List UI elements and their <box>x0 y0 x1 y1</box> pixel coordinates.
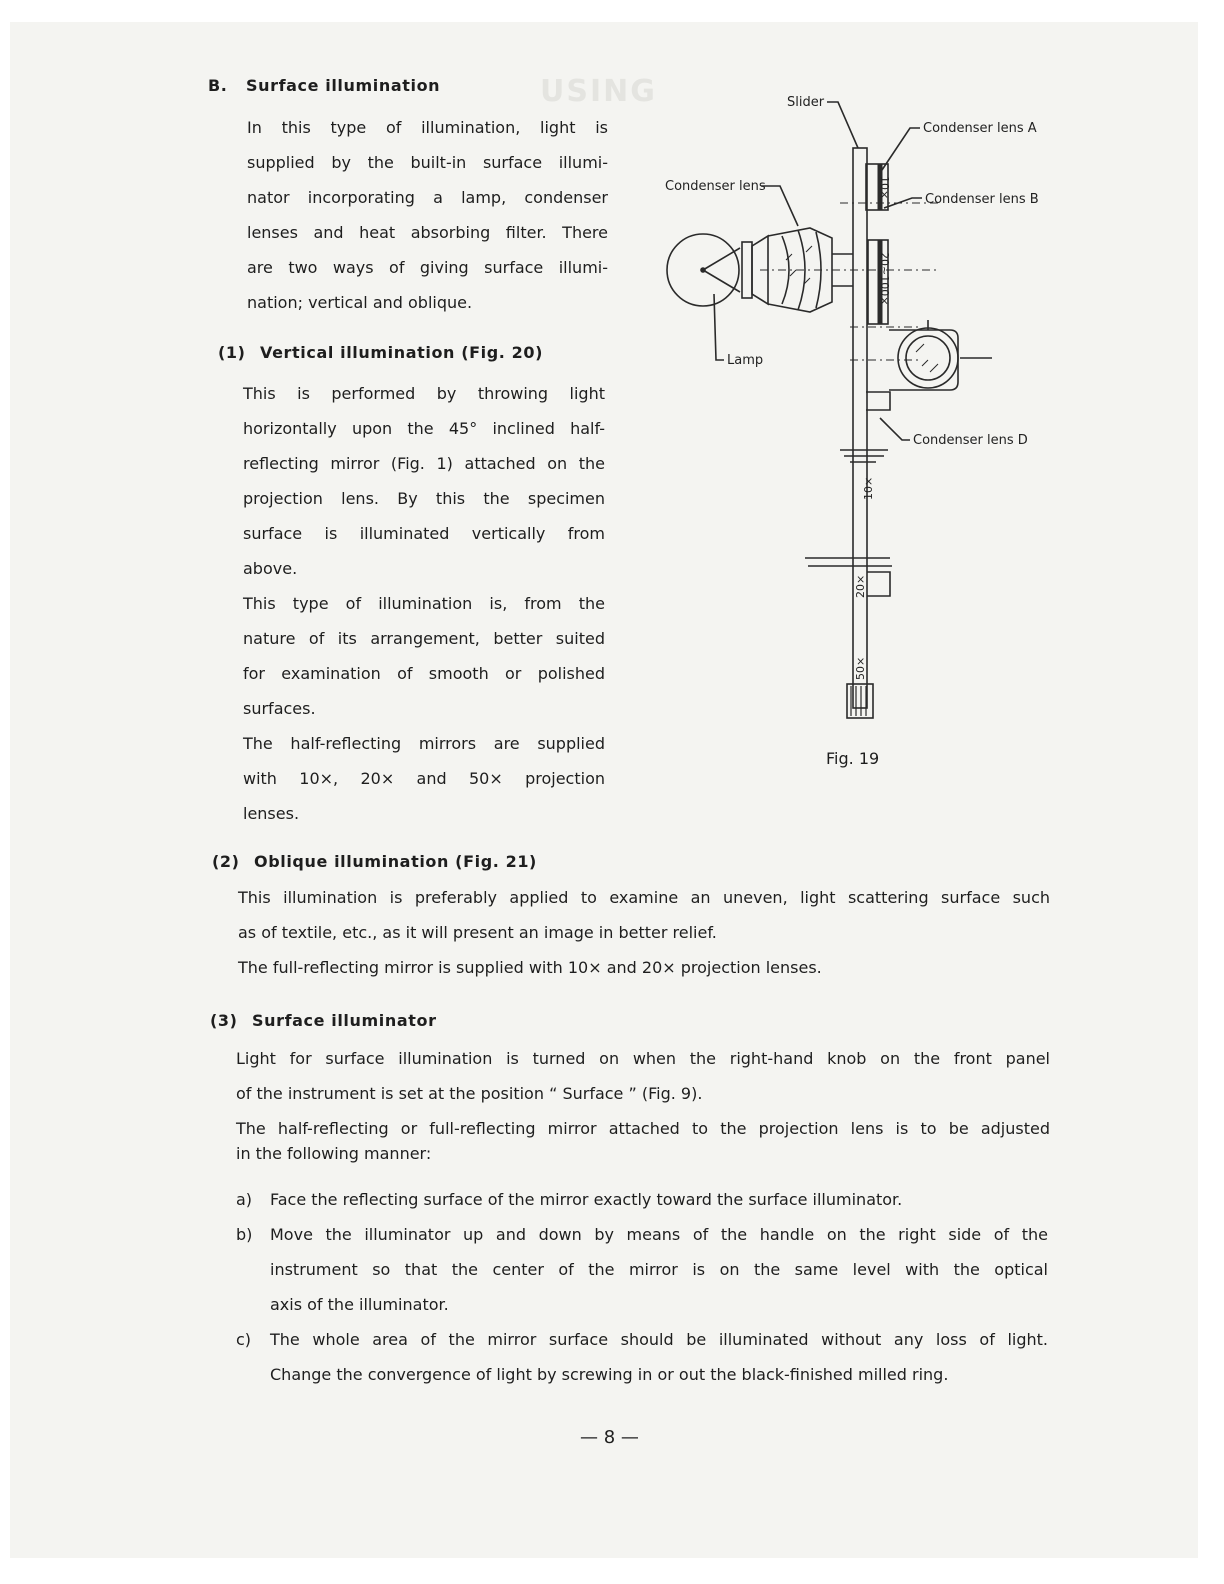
text-line: In this type of illumination, light is <box>247 118 608 137</box>
condenser-glass-hatch <box>786 246 812 284</box>
condenser-d-leader <box>880 418 910 440</box>
section-b-heading: Surface illumination <box>246 76 441 95</box>
text-line: with 10×, 20× and 50× projection <box>243 769 605 788</box>
axis-line-mid <box>850 327 920 360</box>
section-b-letter: B. <box>208 76 228 95</box>
text-line: surface is illuminated vertically from <box>243 524 605 543</box>
lens-mark-20-100x: 20~100× <box>878 252 891 306</box>
step-b-marker: b) <box>236 1225 253 1244</box>
text-line: The whole area of the mirror surface should be illuminated without any loss of light. <box>270 1330 1048 1349</box>
text-line: supplied by the built-in surface illumi- <box>247 153 608 172</box>
text-line: horizontally upon the 45° inclined half- <box>243 419 605 438</box>
slider-bracket-top <box>805 558 892 566</box>
text-line: Move the illuminator up and down by means of the handle on the right side of the <box>270 1225 1048 1244</box>
oblique-heading: Oblique illumination (Fig. 21) <box>254 852 537 871</box>
text-line: axis of the illuminator. <box>270 1295 449 1314</box>
lens-mark-10x-lower: 10× <box>862 476 875 500</box>
lens-mark-20x: 20× <box>854 574 867 598</box>
condenser-lens-d <box>898 328 958 388</box>
text-line: This is performed by throwing light <box>243 384 605 403</box>
oblique-paragraph <box>238 880 1050 985</box>
text-line: for examination of smooth or polished <box>243 664 605 683</box>
step-a-text <box>270 1182 990 1217</box>
page-number: — 8 — <box>580 1427 639 1448</box>
text-line: This type of illumination is, from the <box>243 594 605 613</box>
illuminator-number: (3) <box>210 1011 238 1030</box>
text-line: instrument so that the center of the mirror is on the same level with the optical <box>270 1260 1048 1279</box>
text-line: This illumination is preferably applied to examine an uneven, light scattering surface such <box>238 888 1050 907</box>
label-condenser-lens-d: Condenser lens D <box>913 433 1028 448</box>
text-line: Face the reflecting surface of the mirror exactly toward the surface illuminator. <box>270 1190 903 1209</box>
figure-19-diagram <box>640 80 1070 740</box>
step-a-marker: a) <box>236 1190 253 1209</box>
text-line: of the instrument is set at the position “ Surface ” (Fig. 9). <box>236 1084 703 1103</box>
figure-caption: Fig. 19 <box>826 749 880 768</box>
slider-bracket <box>867 572 890 596</box>
illuminator-heading: Surface illuminator <box>252 1011 437 1030</box>
text-line: nation; vertical and oblique. <box>247 293 473 312</box>
text-line: The full-reflecting mirror is supplied with 10× and 20× projection lenses. <box>238 958 822 977</box>
lens-mark-10x: 10× <box>878 176 891 200</box>
text-line: The half-reflecting mirrors are supplied <box>243 734 605 753</box>
slider-clamp-a <box>866 392 890 410</box>
bleed-through-title: USING <box>540 74 657 109</box>
label-lamp: Lamp <box>727 353 764 368</box>
slider-leader <box>827 102 858 148</box>
condenser-d-hatch <box>916 344 938 372</box>
text-line: Light for surface illumination is turned on when the right-hand knob on the front panel <box>236 1049 1050 1068</box>
section-b-paragraph <box>247 110 608 320</box>
slider-bar <box>853 148 867 708</box>
lamp-rays <box>703 248 740 292</box>
slider-stop-ring <box>840 450 888 462</box>
text-line: nator incorporating a lamp, condenser <box>247 188 608 207</box>
label-condenser-lens-b: Condenser lens B <box>925 192 1039 207</box>
label-slider: Slider <box>787 95 825 110</box>
step-b-text <box>270 1217 1048 1322</box>
text-line: lenses. <box>243 804 300 823</box>
text-line: lenses and heat absorbing filter. There <box>247 223 608 242</box>
lens-mark-50x: 50× <box>854 656 867 680</box>
step-c-text <box>270 1322 1048 1392</box>
vertical-paragraph <box>243 376 605 831</box>
condenser-lens-d-inner <box>906 336 950 380</box>
text-line: surfaces. <box>243 699 316 718</box>
lamp-collar <box>742 242 752 298</box>
step-c-marker: c) <box>236 1330 252 1349</box>
oblique-number: (2) <box>212 852 240 871</box>
text-line: nature of its arrangement, better suited <box>243 629 605 648</box>
vertical-heading: Vertical illumination (Fig. 20) <box>260 343 543 362</box>
text-line: are two ways of giving surface illumi- <box>247 258 608 277</box>
label-condenser-lens: Condenser lens <box>665 179 766 194</box>
text-line: reflecting mirror (Fig. 1) attached on the <box>243 454 605 473</box>
illuminator-paragraph <box>236 1041 1050 1165</box>
condenser-leader <box>761 186 798 226</box>
text-line: projection lens. By this the specimen <box>243 489 605 508</box>
text-line: above. <box>243 559 298 578</box>
text-line: in the following manner: <box>236 1144 432 1163</box>
text-line: Change the convergence of light by screwing in or out the black-finished milled ring. <box>270 1365 949 1384</box>
text-line: as of textile, etc., as it will present an image in better relief. <box>238 923 717 942</box>
vertical-number: (1) <box>218 343 246 362</box>
text-line: The half-reflecting or full-reflecting mirror attached to the projection lens is to be adjusted <box>236 1119 1050 1138</box>
label-condenser-lens-a: Condenser lens A <box>923 121 1037 136</box>
